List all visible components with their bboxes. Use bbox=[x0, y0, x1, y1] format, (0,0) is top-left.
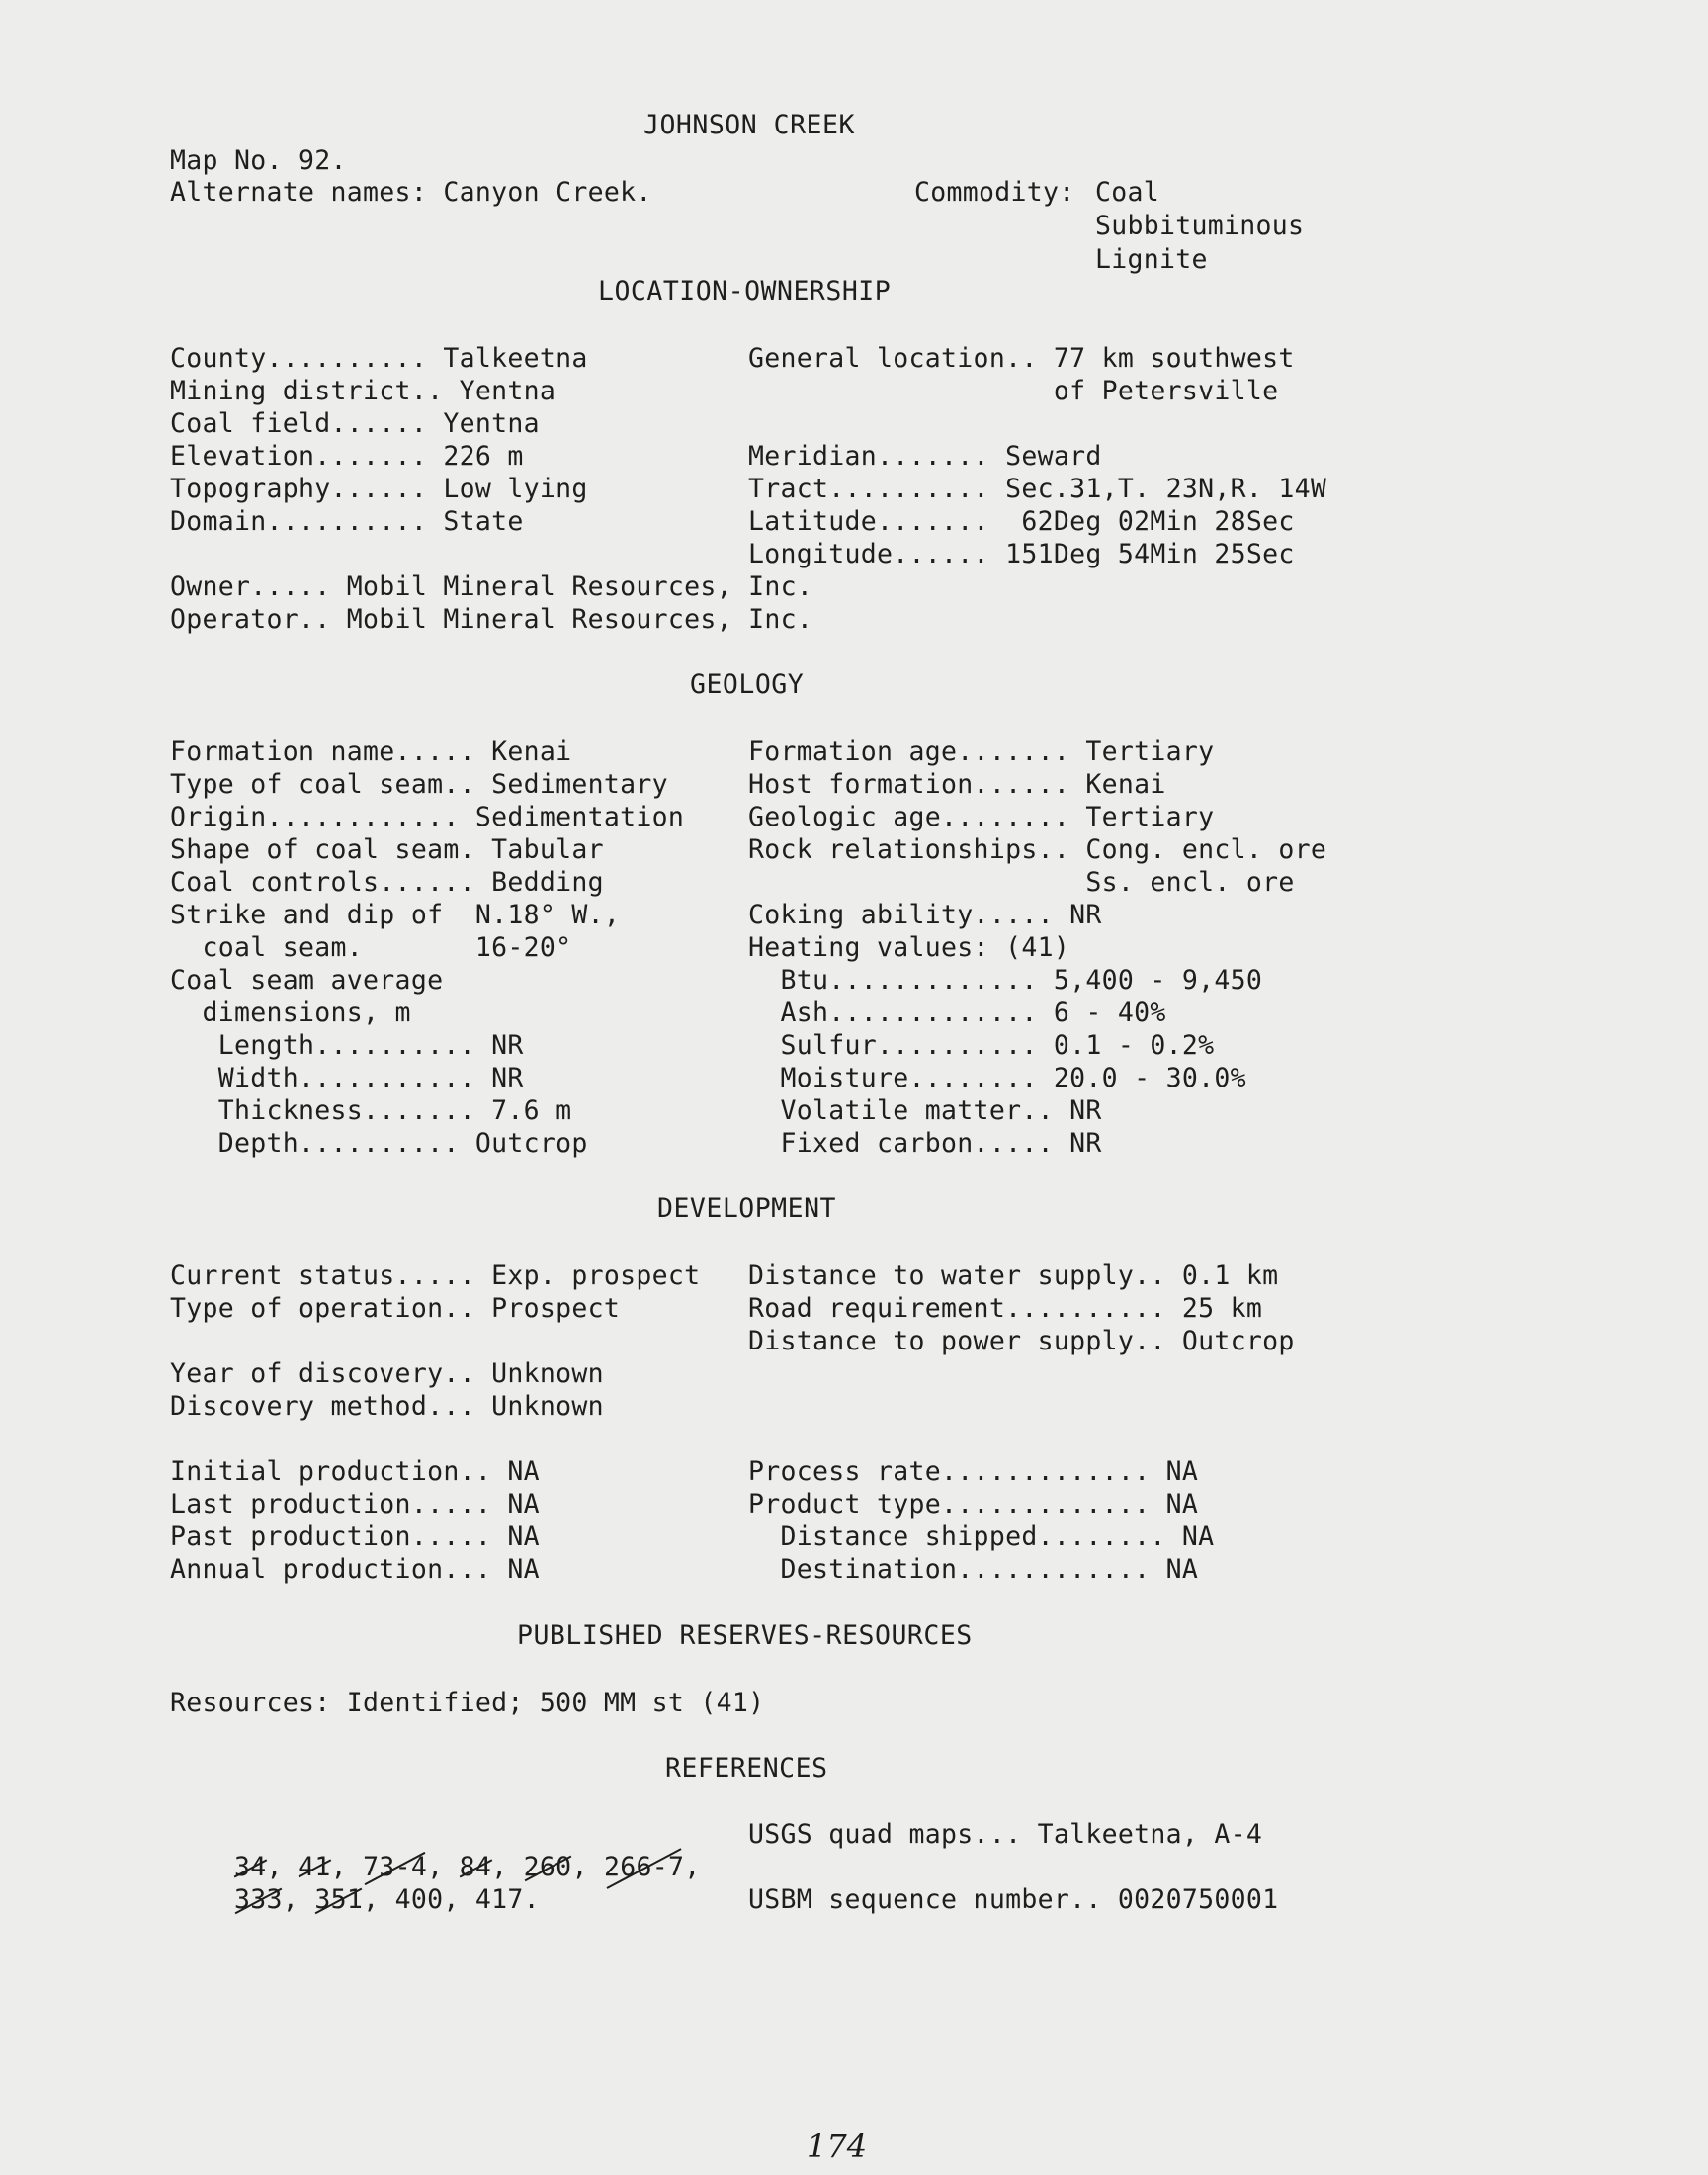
operator-field: Operator.. Mobil Mineral Resources, Inc. bbox=[170, 604, 813, 635]
production-field: Destination............ NA bbox=[748, 1554, 1199, 1585]
geology-field: Geologic age........ Tertiary bbox=[748, 802, 1215, 832]
section-heading-development: DEVELOPMENT bbox=[657, 1193, 836, 1224]
development-field: Type of operation.. Prospect bbox=[170, 1293, 621, 1324]
geology-field: Host formation...... Kenai bbox=[748, 769, 1166, 800]
commodity-line: Coal bbox=[1095, 177, 1160, 208]
reference-text: , 400, 417. bbox=[363, 1884, 540, 1915]
location-field: Coal field...... Yentna bbox=[170, 408, 540, 439]
reference-struck: 84 bbox=[459, 1852, 492, 1882]
geology-field: Thickness....... 7.6 m bbox=[170, 1095, 572, 1126]
geology-field: Formation age....... Tertiary bbox=[748, 737, 1215, 767]
development-field: Discovery method... Unknown bbox=[170, 1391, 604, 1422]
geology-field: Width........... NR bbox=[170, 1063, 524, 1093]
reference-separator: , bbox=[427, 1852, 460, 1882]
commodity-line: Subbituminous bbox=[1095, 211, 1305, 241]
reference-struck: 260 bbox=[523, 1852, 572, 1882]
section-heading-location: LOCATION-OWNERSHIP bbox=[598, 276, 892, 306]
geology-field: Fixed carbon..... NR bbox=[748, 1128, 1102, 1159]
location-field: Mining district.. Yentna bbox=[170, 376, 556, 406]
page-number: 174 bbox=[807, 2128, 868, 2165]
location-field: Domain.......... State bbox=[170, 506, 524, 537]
usbm-sequence-number: USBM sequence number.. 0020750001 bbox=[748, 1884, 1279, 1915]
development-field: Distance to water supply.. 0.1 km bbox=[748, 1261, 1279, 1291]
production-field: Annual production... NA bbox=[170, 1554, 540, 1585]
commodity-label: Commodity: bbox=[914, 177, 1075, 208]
reference-separator: , bbox=[571, 1852, 604, 1882]
reference-separator: , bbox=[684, 1852, 701, 1882]
location-field: Tract.......... Sec.31,T. 23N,R. 14W bbox=[748, 474, 1327, 504]
geology-field: Shape of coal seam. Tabular bbox=[170, 834, 604, 865]
location-field: Meridian....... Seward bbox=[748, 441, 1102, 472]
geology-field: coal seam. 16-20° bbox=[170, 932, 572, 963]
development-field: Year of discovery.. Unknown bbox=[170, 1358, 604, 1389]
commodity-line: Lignite bbox=[1095, 244, 1208, 275]
production-field: Past production..... NA bbox=[170, 1522, 540, 1552]
production-field: Last production..... NA bbox=[170, 1489, 540, 1520]
development-field: Distance to power supply.. Outcrop bbox=[748, 1326, 1295, 1356]
location-field: General location.. 77 km southwest bbox=[748, 343, 1295, 374]
section-heading-geology: GEOLOGY bbox=[690, 669, 805, 700]
geology-field: Length.......... NR bbox=[170, 1030, 524, 1061]
map-number: Map No. 92. bbox=[170, 145, 347, 176]
geology-field: Coal seam average bbox=[170, 965, 444, 996]
geology-field: Type of coal seam.. Sedimentary bbox=[170, 769, 668, 800]
geology-field: Coking ability..... NR bbox=[748, 900, 1102, 930]
reference-struck: 351 bbox=[314, 1884, 364, 1915]
development-field: Current status..... Exp. prospect bbox=[170, 1261, 701, 1291]
location-field: of Petersville bbox=[748, 376, 1279, 406]
production-field: Initial production.. NA bbox=[170, 1456, 540, 1487]
location-field: Latitude....... 62Deg 02Min 28Sec bbox=[748, 506, 1295, 537]
geology-field: Formation name..... Kenai bbox=[170, 737, 572, 767]
reference-separator: , bbox=[282, 1884, 315, 1915]
reference-struck: 73-4 bbox=[363, 1852, 428, 1882]
geology-field: Origin............ Sedimentation bbox=[170, 802, 685, 832]
production-field: Distance shipped........ NA bbox=[748, 1522, 1215, 1552]
geology-field: Heating values: (41) bbox=[748, 932, 1070, 963]
geology-field: Coal controls...... Bedding bbox=[170, 867, 604, 898]
section-heading-reserves: PUBLISHED RESERVES-RESOURCES bbox=[517, 1620, 973, 1651]
reference-separator: , bbox=[491, 1852, 524, 1882]
document-title: JOHNSON CREEK bbox=[643, 110, 855, 140]
reference-separator: , bbox=[266, 1852, 299, 1882]
reference-struck: 333 bbox=[234, 1884, 283, 1915]
section-heading-references: REFERENCES bbox=[665, 1753, 828, 1784]
owner-field: Owner..... Mobil Mineral Resources, Inc. bbox=[170, 571, 813, 602]
development-field: Road requirement.......... 25 km bbox=[748, 1293, 1263, 1324]
location-field: County.......... Talkeetna bbox=[170, 343, 588, 374]
reference-struck: 34 bbox=[234, 1852, 267, 1882]
geology-field: Volatile matter.. NR bbox=[748, 1095, 1102, 1126]
geology-field: Moisture........ 20.0 - 30.0% bbox=[748, 1063, 1246, 1093]
geology-field: Sulfur.......... 0.1 - 0.2% bbox=[748, 1030, 1215, 1061]
geology-field: dimensions, m bbox=[170, 998, 411, 1028]
production-field: Process rate............. NA bbox=[748, 1456, 1199, 1487]
usgs-quad-maps: USGS quad maps... Talkeetna, A-4 bbox=[748, 1819, 1263, 1850]
geology-field: Rock relationships.. Cong. encl. ore bbox=[748, 834, 1327, 865]
alternate-names: Alternate names: Canyon Creek. bbox=[170, 177, 652, 208]
reference-separator: , bbox=[330, 1852, 364, 1882]
resources-line: Resources: Identified; 500 MM st (41) bbox=[170, 1688, 765, 1718]
location-field: Topography...... Low lying bbox=[170, 474, 588, 504]
geology-field: Strike and dip of N.18° W., bbox=[170, 900, 621, 930]
reference-struck: 41 bbox=[299, 1852, 331, 1882]
geology-field: Btu............. 5,400 - 9,450 bbox=[748, 965, 1263, 996]
location-field: Elevation....... 226 m bbox=[170, 441, 524, 472]
location-field: Longitude...... 151Deg 54Min 25Sec bbox=[748, 539, 1295, 569]
reference-list bbox=[170, 1851, 540, 1949]
geology-field: Ss. encl. ore bbox=[748, 867, 1295, 898]
geology-field: Ash............. 6 - 40% bbox=[748, 998, 1166, 1028]
production-field: Product type............. NA bbox=[748, 1489, 1199, 1520]
reference-struck: 266-7 bbox=[603, 1852, 685, 1882]
geology-field: Depth.......... Outcrop bbox=[170, 1128, 588, 1159]
